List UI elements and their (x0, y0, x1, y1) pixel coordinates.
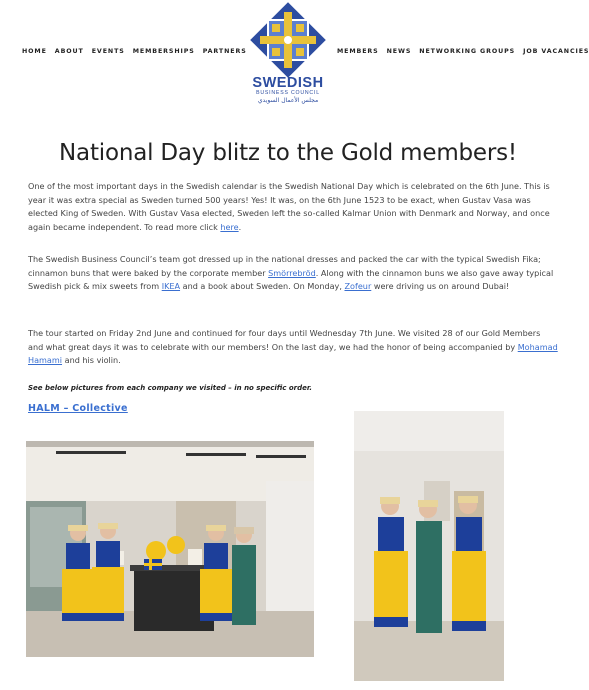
intro-paragraph: One of the most important days in the Swedish calendar is the Swedish National Day which is celebrated on the 6th June. This is year it was extra special as Sweden turned 500 years! Yes! It was, on the 6th June 1523 to be exact, when Gustav Vasa was elected King of Sweden. With Gustav Vasa elected, Sweden left the so-called Kalmar Union with Denmark and Norway, and once again became independent. To read more click here. (28, 181, 550, 232)
team-paragraph: The Swedish Business Council’s team got dressed up in the national dresses and packed the car with the typical Swedish Fika; cinnamon buns that were baked by the corporate member Smörrebröd. Along with the cinnamon buns we also gave away typical Swedish pick & mix sweets from IKEA and a book about Sweden. On Monday, Zofeur were driving us on around Dubai! (28, 254, 554, 291)
smorrebrod-link[interactable]: Smörrebröd (268, 267, 316, 278)
nav-memberships[interactable]: MEMBERSHIPS (132, 48, 195, 55)
photo-group-store[interactable] (26, 441, 314, 657)
section-halm-collective[interactable]: HALM – Collective (28, 403, 128, 414)
nav-news[interactable]: NEWS (386, 48, 412, 55)
site-logo[interactable] (250, 6, 326, 105)
nav-job-vacancies[interactable]: JOB VACANCIES (523, 48, 589, 55)
pictures-note: See below pictures from each company we visited – in no specific order. (28, 384, 312, 392)
nav-members[interactable]: MEMBERS (337, 48, 379, 55)
ikea-link[interactable]: IKEA (161, 281, 181, 291)
logo-name: SWEDISH (252, 75, 324, 91)
main-nav-right (337, 48, 589, 55)
logo-emblem-icon (254, 6, 322, 74)
nav-home[interactable]: HOME (22, 48, 47, 55)
nav-about[interactable]: ABOUT (54, 48, 84, 55)
photo-three-women[interactable] (354, 411, 504, 681)
nav-partners[interactable]: PARTNERS (202, 48, 247, 55)
logo-subtitle: BUSINESS COUNCIL (256, 90, 320, 96)
logo-arabic: مجلس الأعمال السويدي (257, 97, 319, 104)
zofeur-link[interactable]: Zofeur (344, 281, 372, 291)
mohamad-hamami-link[interactable]: Mohamad Hamami (28, 341, 558, 365)
nav-networking-groups[interactable]: NETWORKING GROUPS (419, 48, 516, 55)
tour-paragraph: The tour started on Friday 2nd June and continued for four days until Wednesday 7th June. We visited 28 of our Gold Members and what great days it was to celebrate with our members! On the last day, we had the honor of being accompanied by Mohamad Hamami and his violin. (28, 328, 558, 365)
nav-events[interactable]: EVENTS (91, 48, 125, 55)
read-more-link[interactable]: here (220, 221, 239, 232)
main-nav-left (22, 48, 247, 55)
page-title: National Day blitz to the Gold members! (59, 140, 517, 166)
